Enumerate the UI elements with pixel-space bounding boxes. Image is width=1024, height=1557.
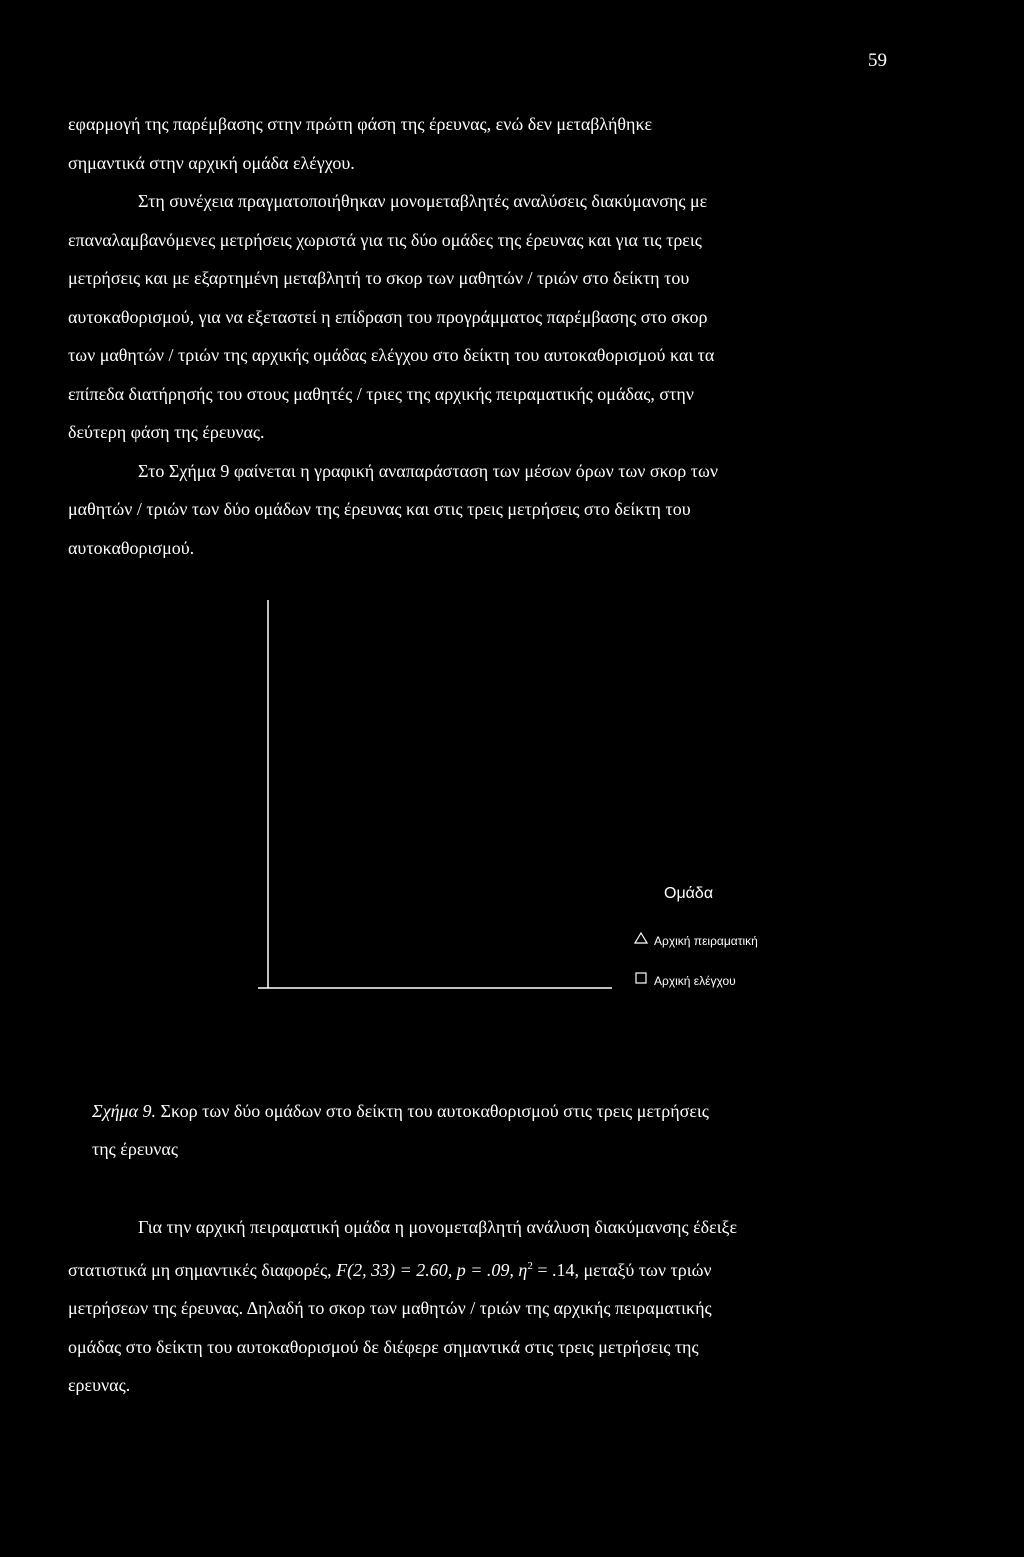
text-line: μετρήσεων της έρευνας. Δηλαδή το σκορ των μαθητών / τριών της αρχικής πειραματικής [68, 1298, 712, 1318]
text-line: αυτοκαθορισμού. [68, 537, 195, 558]
caption-text: Σκορ των δύο ομάδων στο δείκτη του αυτοκαθορισμού στις τρεις μετρήσεις [156, 1101, 709, 1121]
text-line: Στη συνέχεια πραγματοποιήθηκαν μονομεταβλητές αναλύσεις διακύμανσης με [138, 191, 708, 211]
text-line: ομάδας στο δείκτη του αυτοκαθορισμού δε διέφερε σημαντικά στις τρεις μετρήσεις της [68, 1336, 699, 1357]
text-line: εφαρμογή της παρέμβασης στην πρώτη φάση της έρευνας, ενώ δεν μεταβλήθηκε [68, 114, 653, 134]
legend-title: Ομάδα [664, 885, 714, 902]
body-paragraph-2 [68, 1208, 888, 1405]
triangle-icon [634, 931, 648, 945]
text-line: μετρήσεις και με εξαρτημένη μεταβλητή το σκορ των μαθητών / τριών στο δείκτη του [68, 268, 690, 288]
text-line-stats [68, 1247, 888, 1290]
caption-text-line2: της έρευνας [92, 1139, 178, 1159]
figure-axes [0, 590, 1024, 1010]
square-icon [634, 971, 648, 985]
text-line: ερευνας. [68, 1375, 131, 1395]
text-line: Για την αρχική πειραματική ομάδα η μονομεταβλητή ανάλυση διακύμανσης έδειξε [138, 1217, 738, 1237]
page-number: 59 [868, 50, 887, 71]
text-line: επίπεδα διατήρησής του στους μαθητές / τριες της αρχικής πειραματικής ομάδας, στην [68, 383, 694, 404]
text-line: αυτοκαθορισμού, για να εξεταστεί η επίδραση του προγράμματος παρέμβασης στο σκορ [68, 306, 708, 327]
text-line: Στο Σχήμα 9 φαίνεται η γραφική αναπαράσταση των μέσων όρων των σκορ των [138, 460, 719, 481]
statistic: F(2, 33) = 2.60, p = .09, η [336, 1259, 528, 1280]
legend-item-control [634, 968, 736, 988]
legend-label: Αρχική ελέγχου [654, 974, 736, 988]
superscript: 2 [527, 1259, 533, 1272]
figure-9 [0, 590, 1024, 1010]
body-paragraph-1 [68, 105, 888, 567]
legend-label: Αρχική πειραματική [654, 934, 758, 948]
text-line: επαναλαμβανόμενες μετρήσεις χωριστά για τις δύο ομάδες της έρευνας και για τις τρεις [68, 229, 702, 250]
text-line: των μαθητών / τριών της αρχικής ομάδας ελέγχου στο δείκτη του αυτοκαθορισμού και τα [68, 345, 715, 365]
text-segment: στατιστικά μη σημαντικές διαφορές, [68, 1259, 337, 1280]
caption-label: Σχήμα 9. [92, 1101, 157, 1121]
text-line: σημαντικά στην αρχική ομάδα ελέγχου. [68, 152, 355, 173]
legend-item-experimental [634, 928, 758, 948]
figure-caption [92, 1092, 709, 1168]
text-line: δεύτερη φάση της έρευνας. [68, 422, 265, 442]
text-segment: = .14, μεταξύ των τριών [532, 1259, 712, 1280]
text-line: μαθητών / τριών των δύο ομάδων της έρευνας και στις τρεις μετρήσεις στο δείκτη του [68, 499, 691, 519]
